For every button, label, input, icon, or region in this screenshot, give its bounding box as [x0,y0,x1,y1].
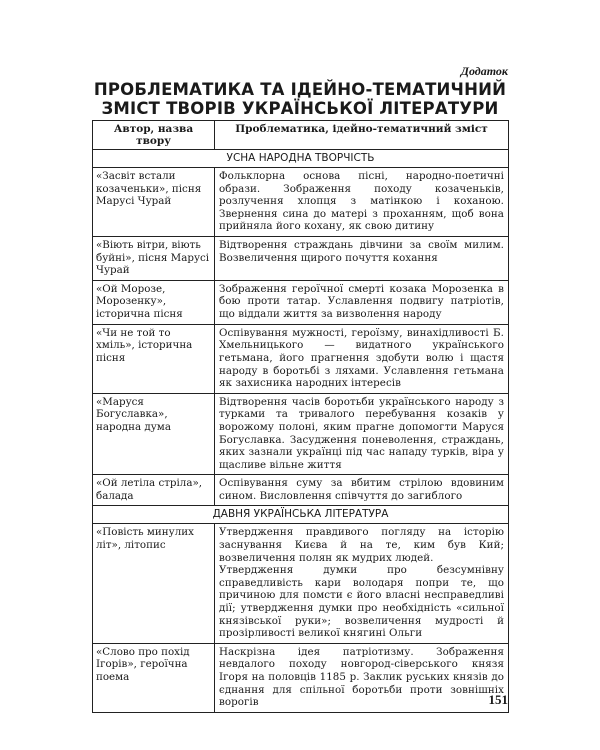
section-title: УСНА НАРОДНА ТВОРЧІСТЬ [93,150,509,168]
section-title: ДАВНЯ УКРАЇНСЬКА ЛІТЕРАТУРА [93,506,509,524]
content-paragraph: Зображення героїчної смерті козака Морозенка в бою проти татар. Уславлення подвигу патріотів, що віддали життя за визволення народу [219,282,504,320]
title-line-1: ПРОБЛЕМАТИКА ТА ІДЕЙНО-ТЕМАТИЧНИЙ [93,80,507,99]
title-line-2: ЗМІСТ ТВОРІВ УКРАЇНСЬКОЇ ЛІТЕРАТУРИ [101,99,499,118]
table-row [93,168,509,237]
content-paragraph: Наскрізна ідея патріотизму. Зображення невдалого походу новгород-сіверського князя Ігоря на половців 1185 р. Заклик руських князів до єднання для спільної боротьби проти зовнішніх ворогів [219,645,504,709]
content-paragraph: Оспівування мужності, героїзму, винахідливості Б. Хмельницького — видатного українського гетьмана, його прагнення здобути волю і щастя народу в боротьбі з ляхами. Уславлення гетьмана як захисника народних інтересів [219,326,504,390]
content-cell [215,475,509,506]
content-cell [215,168,509,237]
table-row [93,236,509,280]
table-row [93,280,509,324]
content-cell [215,524,509,643]
content-paragraph: Утвердження думки про безсумнівну справедливість кари володаря попри те, що причиною для помсти є його власні несправедливі дії; утвердження думки про необхідність «сильної князівської руки»; возвеличення мудрості й прозірливості великої княгині Ольги [219,564,504,640]
table-row [93,643,509,712]
table-row [93,393,509,475]
column-header-content: Проблематика, ідейно-тематичний зміст [215,121,509,150]
author-cell: «Повість минулих літ», літопис [93,524,215,643]
section-row-old-literature [93,506,509,524]
page-title [92,80,508,118]
column-header-author: Автор, назва твору [93,121,215,150]
author-cell: «Ой Морозе, Морозенку», історична пісня [93,280,215,324]
table-row [93,524,509,643]
content-paragraph: Відтворення страждань дівчини за своїм милим. Возвеличення щирого почуття кохання [219,238,504,264]
content-paragraph: Фольклорна основа пісні, народно-поетичні образи. Зображення походу козаченьків, розлучення хлопця з матінкою і коханою. Звернення сина до матері з проханням, щоб вона прийняла його кохану, як свою дитину [219,170,504,233]
table-header-row [93,121,509,150]
content-cell [215,393,509,475]
content-cell [215,236,509,280]
author-cell: «Віють вітри, віють буйні», пісня Марусі Чурай [93,236,215,280]
works-table [92,120,509,713]
content-cell [215,324,509,393]
content-paragraph: Утвердження правдивого погляду на історію заснування Києва й на те, ким був Кий; возвеличення полян як мудрих людей. [219,526,504,564]
section-row-folk [93,150,509,168]
page-number: 151 [488,692,508,707]
author-cell: «Слово про похід Ігорів», героїчна поема [93,643,215,712]
author-cell: «Засвіт встали козаченьки», пісня Марусі Чурай [93,168,215,237]
content-paragraph: Оспівування суму за вбитим стрілою вдовиним сином. Висловлення співчуття до загиблого [219,477,504,502]
author-cell: «Ой летіла стріла», балада [93,475,215,506]
content-paragraph: Відтворення часів боротьби українського народу з турками та тривалого перебування козаків у ворожому полоні, яким прагне допомогти Маруся Богуславка. Засудження поневолення, страждань, яких зазнали українці під час нападу турків, віра у щасливе вільне життя [219,395,504,471]
table-row [93,324,509,393]
author-cell: «Чи не той то хміль», історична пісня [93,324,215,393]
content-cell [215,643,509,712]
table-row [93,475,509,506]
appendix-label: Додаток [460,64,508,78]
author-cell: «Маруся Богуславка», народна дума [93,393,215,475]
content-cell [215,280,509,324]
